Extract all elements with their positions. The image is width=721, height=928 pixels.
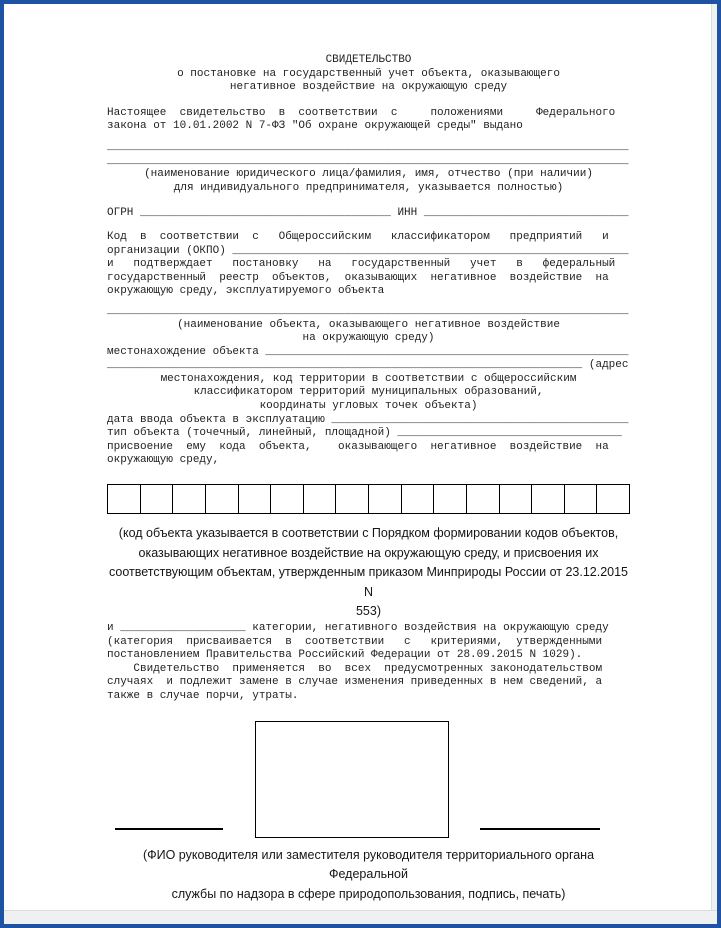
text-line: _______________________________________________________________________________ (107, 140, 629, 153)
text-line: организации (ОКПО) ____________________________________________________________ (107, 244, 629, 257)
code-digit-cell (401, 484, 435, 514)
name-lines (107, 141, 630, 168)
code-digit-cell (368, 484, 402, 514)
code-digit-cell (466, 484, 500, 514)
code-digit-cell (433, 484, 467, 514)
text-line: негативное воздействие на окружающую среду (229, 81, 508, 94)
code-digit-cell (172, 484, 206, 514)
code-digit-cell (564, 484, 598, 514)
stamp-row (107, 721, 630, 838)
stamp-box (255, 721, 449, 838)
code-digit-cell (140, 484, 174, 514)
text-line: _______________________________________________________________________________ (107, 304, 629, 317)
page-gutter-right (711, 4, 717, 924)
text-line: окружающую среду, (107, 454, 220, 467)
text-line: 553) (355, 604, 382, 619)
location-caption (107, 373, 630, 414)
text-line: Настоящее свидетельство в соответствии с положениями Федерального (107, 106, 616, 119)
ogrn-inn (107, 207, 630, 221)
signature-line-left (115, 828, 223, 830)
intro (107, 107, 630, 134)
text-line: классификатором территорий муниципальных образований, (193, 386, 544, 399)
text-line: координаты угловых точек объекта) (259, 400, 478, 413)
text-line: (наименование юридического лица/фамилия, имя, отчество (при наличии) (144, 168, 593, 181)
text-line: государственный реестр объектов, оказывающих негативное воздействие на (107, 271, 609, 284)
text-line: тип объекта (точечный, линейный, площадной) __________________________________ (107, 427, 622, 440)
text-line: местонахождение объекта _______________________________________________________ (107, 345, 629, 358)
text-line: Свидетельство применяется во всех предусмотренных законодательством (107, 662, 603, 675)
code-digit-cell (531, 484, 565, 514)
code-digit-cell (303, 484, 337, 514)
text-line: местонахождения, код территории в соответствии с общероссийским (160, 372, 577, 385)
object-details (107, 414, 630, 468)
text-line: и ___________________ категории, негативного воздействия на окружающую среду (107, 622, 609, 634)
code-digit-cell (335, 484, 369, 514)
code-table (107, 484, 630, 514)
text-line: соответствующим объектам, утвержденным приказом Минприроды России от 23.12.2015 N (108, 565, 629, 599)
text-line: (ФИО руководителя или заместителя руководителя территориального органа Федеральной (142, 847, 595, 882)
code-digit-cell (499, 484, 533, 514)
text-line: присвоение ему кода объекта, оказывающего негативное воздействие на (107, 440, 609, 453)
text-line: оказывающих негативное воздействие на окружающую среду, и присвоения их (138, 545, 599, 560)
location (107, 346, 630, 373)
text-line: случаях и подлежит замене в случае изменения приведенных в нем сведений, а (107, 676, 603, 689)
code-caption (107, 524, 630, 622)
category-para (107, 622, 630, 704)
code-digit-cell (270, 484, 304, 514)
text-line: Код в соответствии с Общероссийским классификатором предприятий и (107, 230, 609, 243)
document-content (107, 54, 630, 904)
text-line: на окружающую среду) (302, 332, 435, 345)
object-caption (107, 319, 630, 346)
title (107, 54, 630, 95)
code-digit-cell (238, 484, 272, 514)
okpo-para (107, 231, 630, 299)
name-caption (107, 168, 630, 195)
text-line: ОГРН ______________________________________ ИНН _______________________________ (107, 207, 629, 220)
text-line: постановлением Правительства Российский Федерации от 28.09.2015 N 1029). (107, 649, 583, 662)
code-digit-cell (205, 484, 239, 514)
text-line: о постановке на государственный учет объекта, оказывающего (177, 67, 560, 80)
code-digit-cell (596, 484, 630, 514)
text-line: дата ввода объекта в эксплуатацию _____________________________________________ (107, 413, 629, 426)
text-line: (категория присваивается в соответствии с критериями, утвержденными (107, 635, 603, 648)
text-line: (код объекта указывается в соответствии с Порядком формировании кодов объектов, (118, 526, 619, 541)
text-line: _______________________________________________________________________________ (107, 154, 629, 167)
text-line: закона от 10.01.2002 N 7-ФЗ "Об охране окружающей среды" выдано (107, 120, 523, 133)
object-line (107, 305, 630, 319)
text-line: и подтверждает постановку на государственный учет в федеральный (107, 258, 616, 271)
page-gutter-bottom (4, 910, 717, 924)
code-digit-cell (107, 484, 141, 514)
text-line: окружающую среду, эксплуатируемого объекта (107, 285, 385, 298)
signature-caption (107, 846, 630, 905)
text-line: СВИДЕТЕЛЬСТВО (325, 54, 412, 66)
text-line: для индивидуального предпринимателя, указывается полностью) (173, 181, 564, 194)
text-line: (наименование объекта, оказывающего негативное воздействие (177, 318, 560, 331)
text-line: ________________________________________________________________________ (адрес (107, 359, 629, 372)
signature-line-right (480, 828, 600, 830)
text-line: службы по надзора в сфере природопользования, подпись, печать) (171, 886, 566, 901)
text-line: также в случае порчи, утраты. (107, 689, 299, 702)
